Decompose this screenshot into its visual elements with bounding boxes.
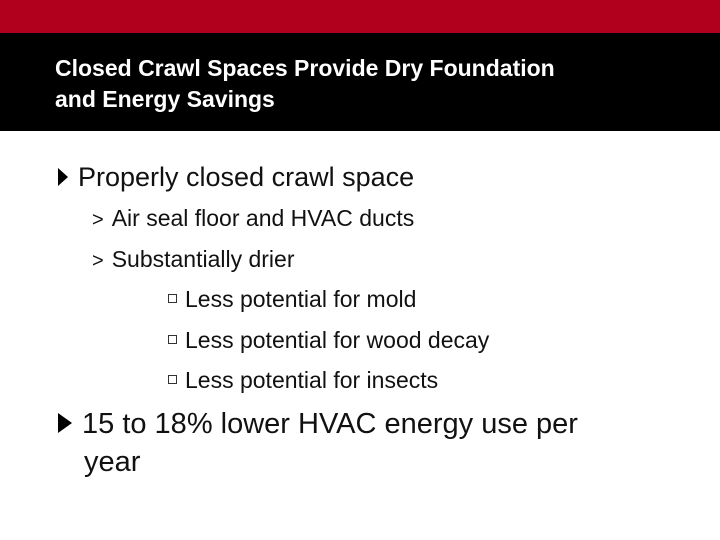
bullet-level3-mold xyxy=(168,285,416,313)
bullet-level3-insects xyxy=(168,366,438,394)
bullet-text: Air seal floor and HVAC ducts xyxy=(111,205,415,231)
square-bullet-icon xyxy=(168,335,177,344)
bullet-text: Less potential for mold xyxy=(185,286,417,312)
square-bullet-icon xyxy=(168,375,177,384)
bullet-text: Less potential for insects xyxy=(185,367,439,393)
bullet-level1-hvac-energy-continued xyxy=(84,444,140,480)
top-accent-band xyxy=(0,0,720,33)
chevron-right-icon: > xyxy=(92,209,104,231)
bullet-text: Properly closed crawl space xyxy=(78,162,415,192)
triangle-bullet-icon xyxy=(58,413,72,433)
bullet-text: Substantially drier xyxy=(111,246,295,272)
triangle-bullet-icon xyxy=(58,168,68,186)
bullet-text: 15 to 18% lower HVAC energy use per xyxy=(82,408,578,440)
square-bullet-icon xyxy=(168,294,177,303)
bullet-text: year xyxy=(84,446,141,478)
bullet-text: Less potential for wood decay xyxy=(185,327,490,353)
bullet-level3-wood-decay xyxy=(168,326,489,354)
bullet-level1-hvac-energy xyxy=(58,406,578,442)
slide-title-line-2: and Energy Savings xyxy=(55,86,275,112)
bullet-level2-air-seal xyxy=(92,204,414,234)
bullet-level2-substantially-drier xyxy=(92,245,295,275)
slide-title-line-1: Closed Crawl Spaces Provide Dry Foundation xyxy=(55,55,555,81)
bullet-level1-closed-crawl-space xyxy=(58,161,414,193)
chevron-right-icon: > xyxy=(92,250,104,272)
slide-title xyxy=(55,53,695,115)
